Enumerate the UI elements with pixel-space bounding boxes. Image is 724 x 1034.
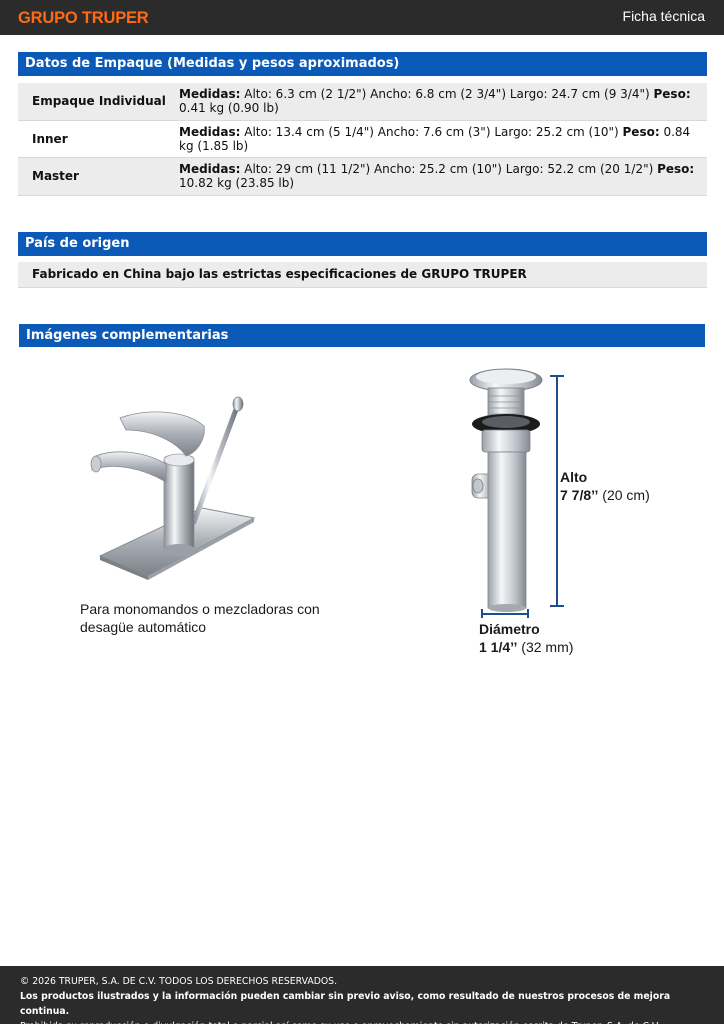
faucet-caption: Para monomandos o mezcladoras con desagüe automático: [80, 601, 320, 635]
package-measures-value: Medidas: Alto: 6.3 cm (2 1/2") Ancho: 6.8 cm (2 3/4") Largo: 24.7 cm (9 3/4") Peso: 0.41 kg (0.90 lb): [179, 87, 691, 116]
package-measures-value: Medidas: Alto: 13.4 cm (5 1/4") Ancho: 7.6 cm (3") Largo: 25.2 cm (10") Peso: 0.84 kg (1.85 lb): [179, 124, 691, 153]
notice-text: Los productos ilustrados y la información pueden cambiar sin previo aviso, como resultado de nuestros procesos de mejora continua.: [20, 991, 671, 1017]
table-row: [18, 83, 707, 121]
table-row: [18, 121, 707, 159]
packaging-table: [18, 83, 707, 196]
package-type-label: Master: [32, 169, 79, 184]
images-section-title: Imágenes complementarias: [19, 324, 705, 347]
faucet-image: [86, 390, 262, 582]
top-header-bar: [0, 0, 724, 35]
document-type-label: Ficha técnica: [622, 8, 705, 24]
page-footer: [0, 966, 724, 1032]
origin-text: Fabricado en China bajo las estrictas especificaciones de GRUPO TRUPER: [18, 262, 707, 288]
package-measures-value: Medidas: Alto: 29 cm (11 1/2") Ancho: 25.2 cm (10") Largo: 52.2 cm (20 1/2") Peso: 10.82 kg (23.85 lb): [179, 162, 695, 191]
height-dimension-label: Alto 7 7/8’’ (20 cm): [560, 469, 650, 503]
table-row: [18, 158, 707, 196]
origin-section-title: País de origen: [18, 232, 707, 256]
diameter-dimension-label: Diámetro 1 1/4’’ (32 mm): [479, 621, 574, 655]
package-type-label: Empaque Individual: [32, 94, 166, 109]
brand-logo: GRUPO TRUPER: [18, 9, 149, 27]
packaging-section-title: Datos de Empaque (Medidas y pesos aproximados): [18, 52, 707, 76]
package-type-label: Inner: [32, 131, 68, 146]
prohibition-text: Prohibida su reproducción o divulgación total o parcial así como su uso o aprovechamiento sin autorización escrita de Truper, S.A. de C.V.: [20, 1021, 661, 1032]
copyright-text: © 2026 TRUPER, S.A. DE C.V. TODOS LOS DERECHOS RESERVADOS.: [20, 976, 338, 987]
